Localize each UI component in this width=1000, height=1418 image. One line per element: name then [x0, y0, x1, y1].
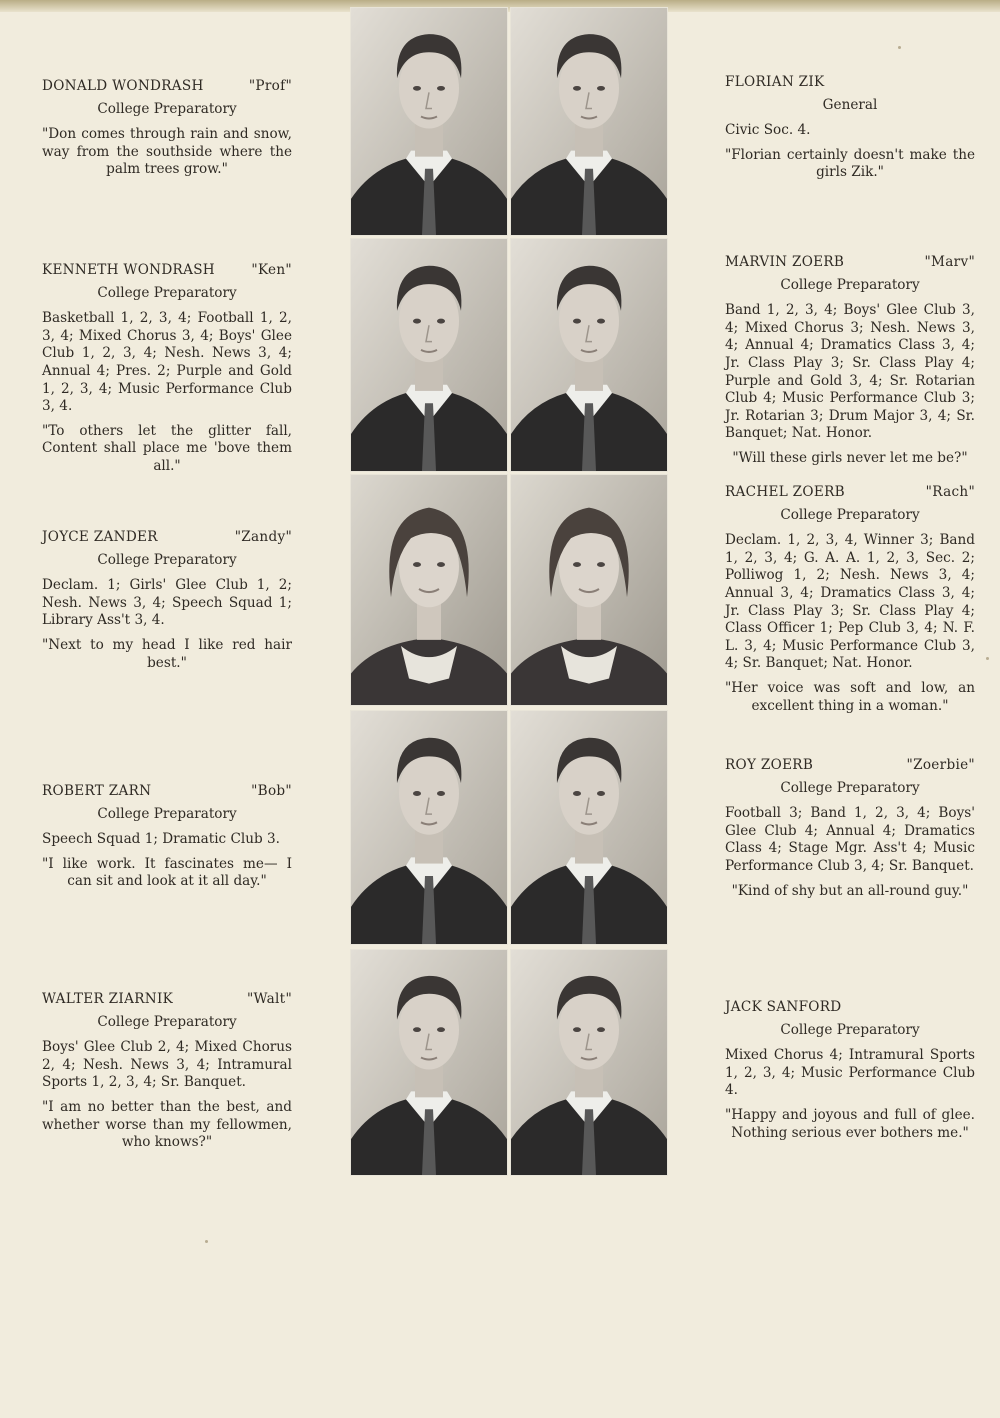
- student-name: KENNETH WONDRASH: [42, 262, 215, 278]
- student-course: College Preparatory: [97, 805, 237, 822]
- student-activities: Mixed Chorus 4; Intramural Sports 1, 2, 3, 4; Music Performance Club 4.: [725, 1047, 975, 1099]
- student-activities: Declam. 1; Girls' Glee Club 1, 2; Nesh. News 3, 4; Speech Squad 1; Library Ass't 3, 4.: [42, 577, 292, 629]
- student-entry: [725, 74, 975, 182]
- student-entry: [725, 484, 975, 715]
- student-nickname: "Bob": [251, 783, 292, 799]
- student-course: College Preparatory: [97, 284, 237, 301]
- student-name: ROBERT ZARN: [42, 783, 152, 799]
- student-quote: "Florian certainly doesn't make the girls Zik.": [725, 146, 975, 181]
- portrait-photo: [350, 474, 508, 706]
- student-activities: Football 3; Band 1, 2, 3, 4; Boys' Glee Club 4; Annual 4; Dramatics Class 4; Stage Mgr. Ass't 4; Music Performance Club 3, 4; Sr. Banquet.: [725, 805, 975, 874]
- student-nickname: "Rach": [925, 484, 975, 500]
- student-nickname: "Marv": [924, 254, 975, 270]
- portrait-photo: [510, 710, 668, 945]
- student-course: College Preparatory: [780, 276, 920, 293]
- portrait-photo: [510, 7, 668, 236]
- student-quote: "Happy and joyous and full of glee. Nothing serious ever bothers me.": [725, 1106, 975, 1141]
- student-course: College Preparatory: [780, 506, 920, 523]
- student-course: General: [822, 96, 878, 113]
- student-nickname: "Prof": [248, 78, 292, 94]
- student-course: College Preparatory: [97, 1013, 237, 1030]
- portrait-photo: [350, 7, 508, 236]
- student-nickname: "Ken": [251, 262, 292, 278]
- portrait-photo: [510, 949, 668, 1176]
- student-name: DONALD WONDRASH: [42, 78, 204, 94]
- paper-speck: [986, 657, 989, 660]
- student-name: JOYCE ZANDER: [42, 529, 158, 545]
- portrait-photo: [510, 474, 668, 706]
- student-course: College Preparatory: [780, 779, 920, 796]
- student-course: College Preparatory: [97, 100, 237, 117]
- portrait-photo: [350, 710, 508, 945]
- portrait-photo: [510, 238, 668, 472]
- student-activities: Civic Soc. 4.: [725, 122, 811, 139]
- student-entry: [42, 783, 292, 891]
- student-nickname: "Walt": [246, 991, 292, 1007]
- student-quote: "Next to my head I like red hair best.": [42, 636, 292, 671]
- student-quote: "Will these girls never let me be?": [732, 449, 968, 466]
- student-name: WALTER ZIARNIK: [42, 991, 174, 1007]
- student-entry: [42, 78, 292, 179]
- student-nickname: "Zoerbie": [906, 757, 975, 773]
- portrait-photo: [350, 238, 508, 472]
- student-name: RACHEL ZOERB: [725, 484, 845, 500]
- student-entry: [725, 254, 975, 468]
- student-entry: [42, 991, 292, 1152]
- student-activities: Declam. 1, 2, 3, 4, Winner 3; Band 1, 2, 3, 4; G. A. A. 1, 2, 3, Sec. 2; Polliwog 1, 2; Nesh. News 3, 4; Annual 3, 4; Dramatics Class 3, 4; Jr. Class Play 3; Sr. Class Play 4; Class Officer 1; Pep Club 3, 4; N. F. L. 3, 4; Music Performance Club 3, 4; Sr. Banquet; Nat. Honor.: [725, 532, 975, 672]
- paper-speck: [898, 46, 901, 49]
- student-activities: Basketball 1, 2, 3, 4; Football 1, 2, 3, 4; Mixed Chorus 3, 4; Boys' Glee Club 1, 2, 3, 4; Nesh. News 3, 4; Annual 4; Pres. 2; Purple and Gold 1, 2, 3, 4; Music Performance Club 3, 4.: [42, 310, 292, 415]
- student-name: MARVIN ZOERB: [725, 254, 845, 270]
- student-activities: Speech Squad 1; Dramatic Club 3.: [42, 831, 280, 848]
- student-name: FLORIAN ZIK: [725, 74, 825, 90]
- student-quote: "To others let the glitter fall, Content shall place me 'bove them all.": [42, 422, 292, 474]
- paper-speck: [205, 1240, 208, 1243]
- student-quote: "I am no better than the best, and whether worse than my fellowmen, who knows?": [42, 1098, 292, 1151]
- student-course: College Preparatory: [780, 1021, 920, 1038]
- student-course: College Preparatory: [97, 551, 237, 568]
- student-quote: "Don comes through rain and snow, way from the southside where the palm trees grow.": [42, 126, 292, 178]
- portrait-photo: [350, 949, 508, 1176]
- student-entry: [725, 999, 975, 1142]
- student-entry: [42, 529, 292, 672]
- student-entry: [42, 262, 292, 476]
- student-name: ROY ZOERB: [725, 757, 814, 773]
- student-activities: Band 1, 2, 3, 4; Boys' Glee Club 3, 4; Mixed Chorus 3; Nesh. News 3, 4; Annual 4; Dramatics Class 3, 4; Jr. Class Play 3; Sr. Class Play 4; Purple and Gold 3, 4; Sr. Rotarian Club 4; Music Performance Club 3; Jr. Rotarian 3; Drum Major 3, 4; Sr. Banquet; Nat. Honor.: [725, 302, 975, 442]
- student-name: JACK SANFORD: [725, 999, 842, 1015]
- student-quote: "Her voice was soft and low, an excellent thing in a woman.": [725, 679, 975, 714]
- student-nickname: "Zandy": [234, 529, 292, 545]
- student-activities: Boys' Glee Club 2, 4; Mixed Chorus 2, 4; Nesh. News 3, 4; Intramural Sports 1, 2, 3, 4; Sr. Banquet.: [42, 1039, 292, 1091]
- student-entry: [725, 757, 975, 900]
- student-quote: "Kind of shy but an all-round guy.": [731, 882, 969, 899]
- student-quote: "I like work. It fascinates me— I can sit and look at it all day.": [42, 855, 292, 890]
